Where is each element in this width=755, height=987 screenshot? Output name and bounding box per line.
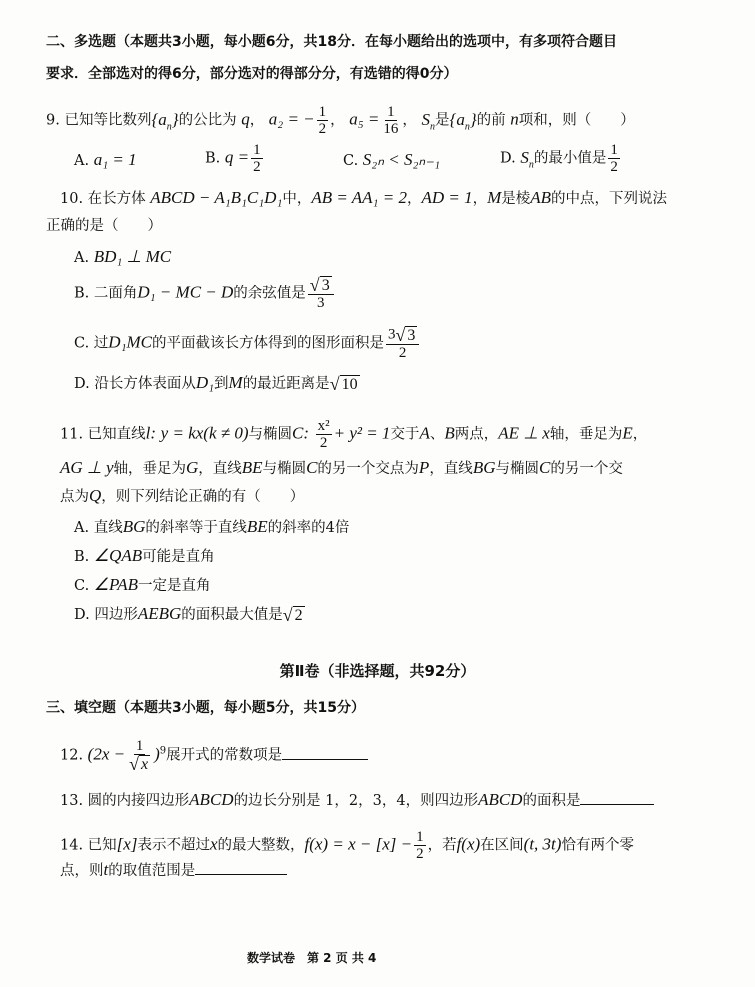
label: A.	[74, 250, 90, 266]
label: B.	[74, 549, 90, 565]
text: 的余弦值是	[233, 285, 306, 302]
text: 的公比为	[178, 112, 237, 129]
text: 轴，垂足为	[113, 461, 187, 477]
label: C.	[74, 335, 90, 352]
text: 圆的内接四边形	[87, 793, 190, 809]
question-10-stem-cont: 正确的是（ ）	[46, 218, 162, 234]
text: 的最小值是	[533, 150, 607, 167]
math: M	[228, 373, 243, 392]
option-10c	[74, 326, 421, 361]
math: D₁	[195, 373, 215, 392]
text: 中，	[282, 191, 312, 207]
option-9c	[343, 150, 440, 171]
den: 2	[610, 159, 618, 175]
sub: n	[528, 158, 534, 170]
question-10-stem	[60, 188, 667, 209]
math: q =	[224, 147, 250, 167]
question-number: 13.	[60, 793, 84, 809]
text: 轴，垂足为	[549, 426, 623, 443]
label: B.	[205, 150, 221, 167]
option-9d	[500, 142, 622, 175]
text: ，	[472, 191, 488, 207]
math: E	[622, 423, 633, 443]
option-10a	[74, 247, 171, 268]
page-footer: 数学试卷 第 2 页 共 4	[247, 951, 377, 965]
label: D.	[500, 150, 516, 167]
text: 已知直线	[87, 426, 146, 443]
question-number: 14.	[60, 837, 84, 854]
den: 2	[253, 159, 261, 175]
math: C	[306, 458, 318, 477]
num: x²	[317, 418, 330, 434]
fraction	[317, 104, 329, 137]
math: l:	[145, 423, 157, 443]
den: 16	[383, 121, 399, 137]
section-header: 三、填空题（本题共3小题，每小题5分，共15分）	[46, 700, 365, 716]
text: 恰有两个零	[561, 837, 634, 854]
fraction	[386, 326, 419, 361]
math-a5: a₅ =	[349, 109, 380, 129]
radicand: 3	[321, 277, 330, 294]
question-number: 11.	[60, 426, 84, 443]
label: A.	[74, 153, 90, 169]
option-11d	[74, 604, 305, 625]
label: A.	[74, 520, 90, 536]
option-9a	[74, 150, 137, 171]
question-14-cont	[60, 860, 287, 881]
math: A	[419, 423, 430, 443]
text: 两点，	[454, 426, 499, 443]
text: 二面角	[93, 285, 138, 302]
math: ABCD	[189, 790, 234, 809]
math: (2x −	[87, 744, 126, 764]
text: 与椭圆	[495, 461, 539, 477]
option-10b	[74, 276, 336, 311]
text: ，则下列结论正确的有（ ）	[101, 489, 305, 505]
option-9b	[205, 142, 265, 175]
coef: 3	[387, 326, 396, 343]
option-11c	[74, 575, 211, 596]
seq: {a	[151, 109, 167, 129]
math: C:	[291, 423, 309, 443]
text: 展开式的常数项是	[166, 747, 283, 764]
option-11a	[74, 517, 349, 538]
math: AD = 1	[421, 188, 473, 207]
text: 四边形	[94, 607, 138, 623]
math: AB = AA₁ = 2	[311, 188, 407, 207]
fraction	[127, 738, 152, 773]
option-11b	[74, 546, 215, 567]
radical: √	[329, 374, 340, 394]
math: f(x)	[456, 834, 481, 854]
sub: n	[464, 120, 470, 132]
math: BE	[246, 517, 268, 536]
math: BG	[472, 458, 496, 477]
radicand: 10	[341, 376, 358, 393]
text: ，	[406, 191, 422, 207]
section-header-cont: 要求．全部选对的得6分，部分选对的得部分分，有选错的得0分）	[46, 66, 458, 82]
text: 的斜率的4倍	[267, 520, 350, 536]
math: G	[186, 458, 199, 477]
text: 的另一个交点为	[317, 461, 419, 477]
sqrt	[395, 326, 417, 344]
math: ABCD − A₁B₁C₁D₁	[150, 188, 283, 207]
math: AB	[530, 188, 552, 207]
part-title: 第Ⅱ卷（非选择题，共92分）	[279, 662, 476, 680]
text: 已知	[87, 837, 117, 854]
label: C.	[343, 153, 359, 169]
math: AE ⊥ x	[498, 423, 550, 443]
text: 直线	[93, 520, 123, 536]
math: $\{a_n\}$	[151, 109, 179, 132]
math: C	[538, 458, 551, 477]
text: 过	[93, 335, 109, 352]
text: 的前	[476, 112, 506, 129]
text: ，若	[427, 837, 457, 854]
num: 1	[610, 142, 618, 158]
question-number: 9.	[46, 112, 60, 129]
math: BE	[241, 458, 263, 477]
math: [x]	[116, 834, 138, 854]
text: 的最近距离是	[242, 376, 330, 392]
math: B	[444, 423, 455, 443]
radical: √	[395, 325, 406, 345]
math: a₁ = 1	[93, 150, 137, 169]
math: AG ⊥ y	[60, 458, 114, 477]
math: S₂ₙ < S₂ₙ₋₁	[362, 150, 441, 169]
text: 点，则	[60, 863, 104, 879]
radicand: x	[141, 756, 149, 773]
sqrt	[283, 606, 305, 624]
fraction	[414, 829, 426, 862]
text: 已知等比数列	[64, 112, 152, 129]
seq: {a	[449, 109, 465, 129]
text: 的面积是	[522, 793, 581, 809]
radical: √	[309, 275, 320, 295]
text: ，直线	[198, 461, 242, 477]
math: P	[418, 458, 430, 477]
answer-blank[interactable]	[195, 860, 287, 875]
text: 点为	[60, 489, 89, 505]
den: 2	[398, 345, 407, 361]
radicand: 2	[294, 607, 303, 624]
math: BD₁ ⊥ MC	[93, 247, 172, 266]
num: 1	[135, 738, 144, 754]
text: 是	[435, 112, 450, 129]
question-number: 12.	[60, 747, 84, 764]
question-number: 10.	[60, 191, 84, 207]
den: 3	[316, 295, 325, 311]
math: + y² = 1	[333, 423, 391, 443]
math: f(x) = x − [x] −	[304, 834, 413, 854]
den	[127, 755, 152, 773]
text: 的平面截该长方体得到的图形面积是	[151, 335, 384, 352]
fraction	[608, 142, 620, 175]
math: D₁ − MC − D	[137, 282, 234, 302]
math: M	[487, 188, 502, 207]
fraction	[308, 276, 334, 311]
question-12	[60, 738, 368, 773]
answer-blank[interactable]	[580, 790, 654, 805]
text: 项和，则（ ）	[518, 112, 635, 129]
math: ABCD	[478, 790, 523, 809]
text: 的边长分别是 1，2，3，4，则四边形	[233, 793, 479, 809]
math: y = kx(k ≠ 0)	[160, 423, 249, 443]
math: BG	[122, 517, 146, 536]
text: 沿长方体表面从	[94, 376, 196, 392]
label: B.	[74, 285, 90, 302]
text: 到	[214, 376, 229, 392]
text: 的中点，下列说法	[551, 191, 668, 207]
fraction	[381, 104, 400, 137]
num: 1	[387, 104, 395, 120]
math: t	[103, 860, 109, 879]
s: S	[421, 109, 431, 129]
question-13	[60, 790, 654, 811]
text: 是棱	[501, 191, 531, 207]
text: 与椭圆	[248, 426, 292, 443]
fraction	[316, 418, 332, 451]
text: 表示不超过	[137, 837, 210, 854]
radicand: 3	[407, 327, 416, 344]
text: 的面积最大值是	[181, 607, 283, 623]
s: S	[520, 147, 529, 167]
math: AEBG	[137, 604, 182, 623]
sqrt	[129, 755, 150, 773]
text: 交于	[390, 426, 420, 443]
sub: n	[166, 120, 172, 132]
math: )	[154, 744, 160, 764]
math-n: n	[510, 109, 519, 129]
sqrt	[330, 375, 360, 393]
question-11-line2	[60, 458, 623, 479]
math: x	[209, 834, 218, 854]
den: 2	[318, 121, 327, 137]
num: 1	[416, 829, 424, 845]
section-header: 二、多选题（本题共3小题，每小题6分，共18分．在每小题给出的选项中，有多项符合题目	[46, 34, 617, 50]
text: 一定是直角	[138, 578, 211, 594]
num	[308, 276, 334, 295]
num	[386, 326, 419, 345]
radical: √	[129, 754, 139, 774]
text: 的另一个交	[550, 461, 623, 477]
question-9-stem: 9. 已知等比数列$\{a_n\}$的公比为 q， a₂ = − $\frac{1}{2}$ ， a₅ = $\frac{1}{16}$ ， $S_n$是$\{a_n\}$的前 n项和，则（ ）	[46, 104, 635, 137]
text: 、	[429, 426, 445, 443]
num: 1	[318, 104, 327, 120]
question-11-line3	[60, 486, 304, 507]
math-a2: a₂ = −	[268, 109, 315, 129]
text: 与椭圆	[262, 461, 307, 477]
math: (t, 3t)	[523, 834, 562, 854]
answer-blank[interactable]	[282, 745, 368, 760]
den: 2	[416, 846, 424, 862]
text: 的斜率等于直线	[145, 520, 247, 536]
sqrt	[310, 276, 332, 294]
math	[520, 147, 534, 170]
label: D.	[74, 376, 90, 392]
math: $\{a_n\}$	[449, 109, 477, 132]
math: ∠PAB	[93, 575, 138, 594]
text: ，直线	[429, 461, 473, 477]
text: ，	[632, 426, 648, 443]
label: C.	[74, 578, 90, 594]
text: 可能是直角	[142, 549, 215, 565]
question-14	[60, 829, 634, 862]
label: D.	[74, 607, 90, 623]
option-10d	[74, 373, 360, 394]
num: 1	[253, 142, 261, 158]
text: 在长方体	[87, 191, 146, 207]
radical: √	[282, 605, 293, 625]
math-sn	[421, 109, 436, 132]
text: 的取值范围是	[108, 863, 196, 879]
sub: n	[430, 120, 436, 132]
exponent: 9	[159, 745, 167, 757]
text: 的最大整数，	[217, 837, 305, 854]
den: 2	[319, 435, 328, 451]
fraction	[251, 142, 263, 175]
math: ∠QAB	[93, 546, 143, 565]
question-11-stem	[60, 418, 647, 451]
text: 在区间	[480, 837, 524, 854]
math: Q	[89, 486, 102, 505]
math: D₁MC	[108, 332, 152, 352]
math-q: q	[241, 109, 250, 129]
